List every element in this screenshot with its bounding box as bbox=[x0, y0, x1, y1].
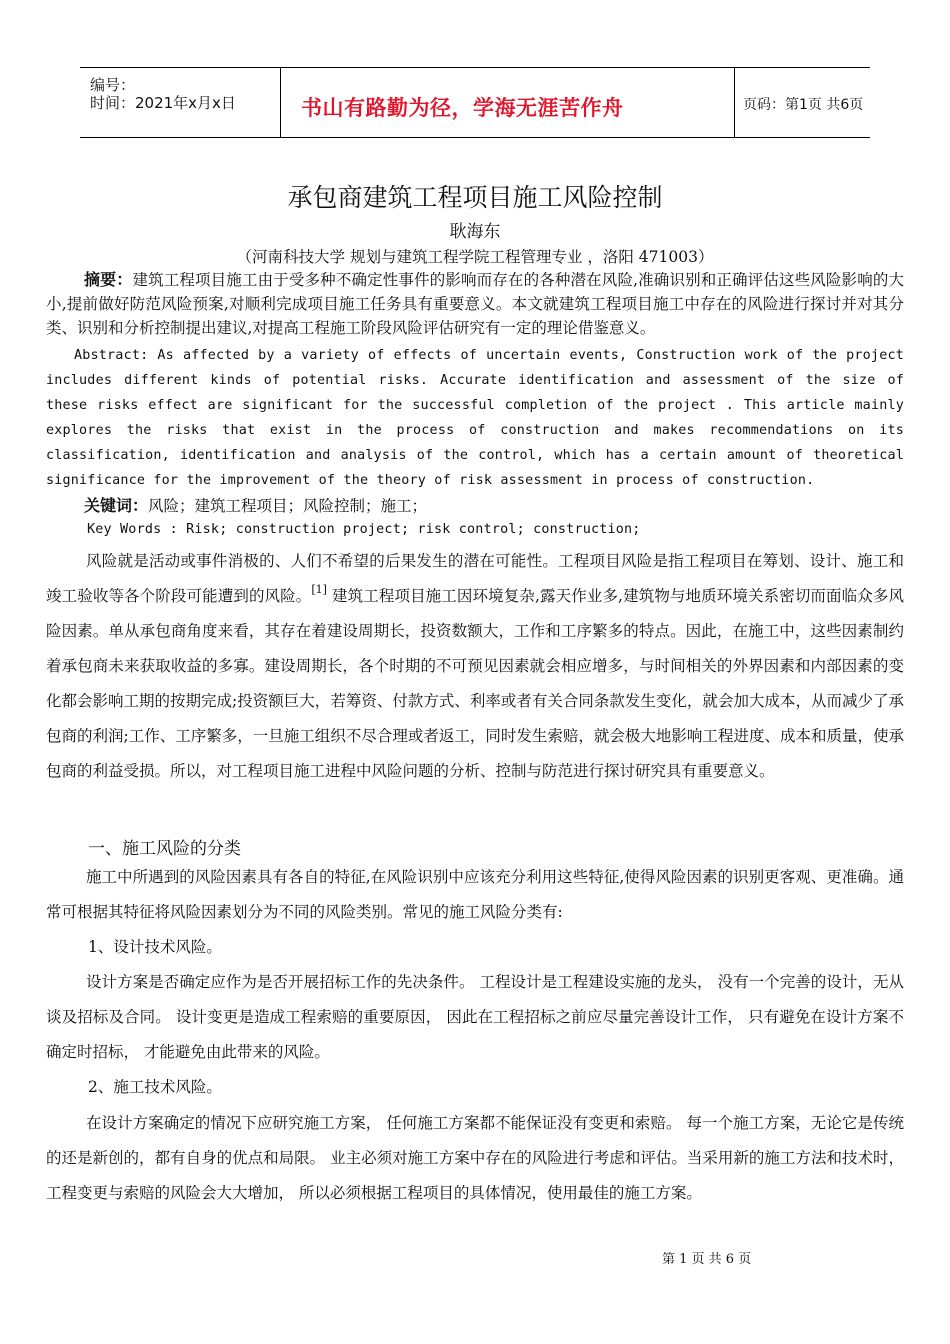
sub2-paragraph: 在设计方案确定的情况下应研究施工方案， 任何施工方案都不能保证没有变更和索赔。 每一个施工方案，无论它是传统的还是新创的，都有自身的优点和局限。 业主必须对施工方案中存在的风险进行考虑和评估。当采用新的施工方法和技术时， 工程变更与索赔的风险会大大增加， 所以必须根据工程项目的具体情况，使用最佳的施工方案。 bbox=[46, 1114, 904, 1202]
keywords-cn bbox=[46, 494, 904, 518]
intro-text-2: 建筑工程项目施工因环境复杂,露天作业多,建筑物与地质环境关系密切而面临众多风险因素。单从承包商角度来看，其存在着建设周期长，投资数额大，工作和工序繁多的特点。因此，在施工中，这些因素制约着承包商未来获取收益的多寡。建设周期长，各个时期的不可预见因素就会相应增多，与时间相关的外界因素和内部因素的变化都会影响工期的按期完成;投资额巨大，若筹资、付款方式、利率或者有关合同条款发生变化，就会加大成本，从而减少了承包商的利润;工作、工序繁多，一旦施工组织不尽合理或者返工，同时发生索赔，就会极大地影响工程进度、成本和质量，使承包商的利益受损。所以，对工程项目施工进程中风险问题的分析、控制与防范进行探讨研究具有重要意义。 bbox=[46, 587, 904, 780]
abstract-cn bbox=[46, 268, 904, 340]
intro-text-1: 风险就是活动或事件消极的、人们不希望的后果发生的潜在可能性。工程项目风险是指工程项目在筹划、设计、施工和竣工验收等各个阶段可能遭到的风险。 bbox=[46, 552, 904, 605]
section1-paragraph: 施工中所遇到的风险因素具有各自的特征,在风险识别中应该充分利用这些特征,使得风险因素的识别更客观、更准确。通常可根据其特征将风险因素划分为不同的风险类别。常见的施工风险分类有: bbox=[46, 868, 904, 921]
sub1-paragraph: 设计方案是否确定应作为是否开展招标工作的先决条件。 工程设计是工程建设实施的龙头， 没有一个完善的设计，无从谈及招标及合同。 设计变更是造成工程索赔的重要原因， 因此在工程招标之前应尽量完善设计工作， 只有避免在设计方案不确定时招标， 才能避免由此带来的风险。 bbox=[46, 973, 904, 1061]
sub2-heading: 2、施工技术风险。 bbox=[88, 1078, 222, 1096]
document-date: 时间：2021年x月x日 bbox=[90, 94, 236, 112]
affiliation: （河南科技大学 规划与建筑工程学院工程管理专业 ，洛阳 471003） bbox=[236, 248, 714, 266]
document-title: 承包商建筑工程项目施工风险控制 bbox=[287, 183, 663, 212]
abstract-en: Abstract: As affected by a variety of effects of uncertain events, Construction work of the project includes different kinds of potential risks. Accurate identification and assessment of the size of these risks effect are significant for the successful completion of the project . This article mainly explores the risks that exist in the process of construction and makes recommendations on its classification, identification and analysis of the control, which has a certain amount of theoretical significance for the improvement of the theory of risk assessment in process of construction. bbox=[46, 348, 904, 488]
reference-mark: [1] bbox=[311, 583, 327, 596]
abstract-label: 摘要： bbox=[84, 270, 133, 289]
document-number: 编号： bbox=[90, 76, 136, 94]
page-info: 页码：第1页 共6页 bbox=[743, 97, 864, 113]
page-footer: 第 1 页 共 6 页 bbox=[662, 1252, 752, 1267]
header-page-cell bbox=[735, 68, 870, 137]
keywords-en: Key Words : Risk; construction project; risk control; construction; bbox=[87, 522, 641, 537]
header-table bbox=[80, 67, 870, 138]
section1-heading: 一、施工风险的分类 bbox=[88, 839, 241, 859]
intro-paragraph bbox=[46, 544, 904, 789]
header-motto-cell bbox=[281, 68, 735, 137]
header-meta-cell bbox=[80, 68, 281, 137]
motto: 书山有路勤为径，学海无涯苦作舟 bbox=[301, 96, 624, 120]
sub1-heading: 1、设计技术风险。 bbox=[88, 938, 222, 956]
keywords-label: 关键词： bbox=[84, 496, 149, 515]
abstract-text: 建筑工程项目施工由于受多种不确定性事件的影响而存在的各种潜在风险,准确识别和正确评估这些风险影响的大小,提前做好防范风险预案,对顺利完成项目施工任务具有重要意义。本文就建筑工程项目施工中存在的风险进行探讨并对其分类、识别和分析控制提出建议,对提高工程施工阶段风险评估研究有一定的理论借鉴意义。 bbox=[46, 271, 904, 337]
author: 耿海东 bbox=[449, 222, 501, 242]
keywords-text: 风险；建筑工程项目；风险控制；施工； bbox=[148, 497, 428, 515]
